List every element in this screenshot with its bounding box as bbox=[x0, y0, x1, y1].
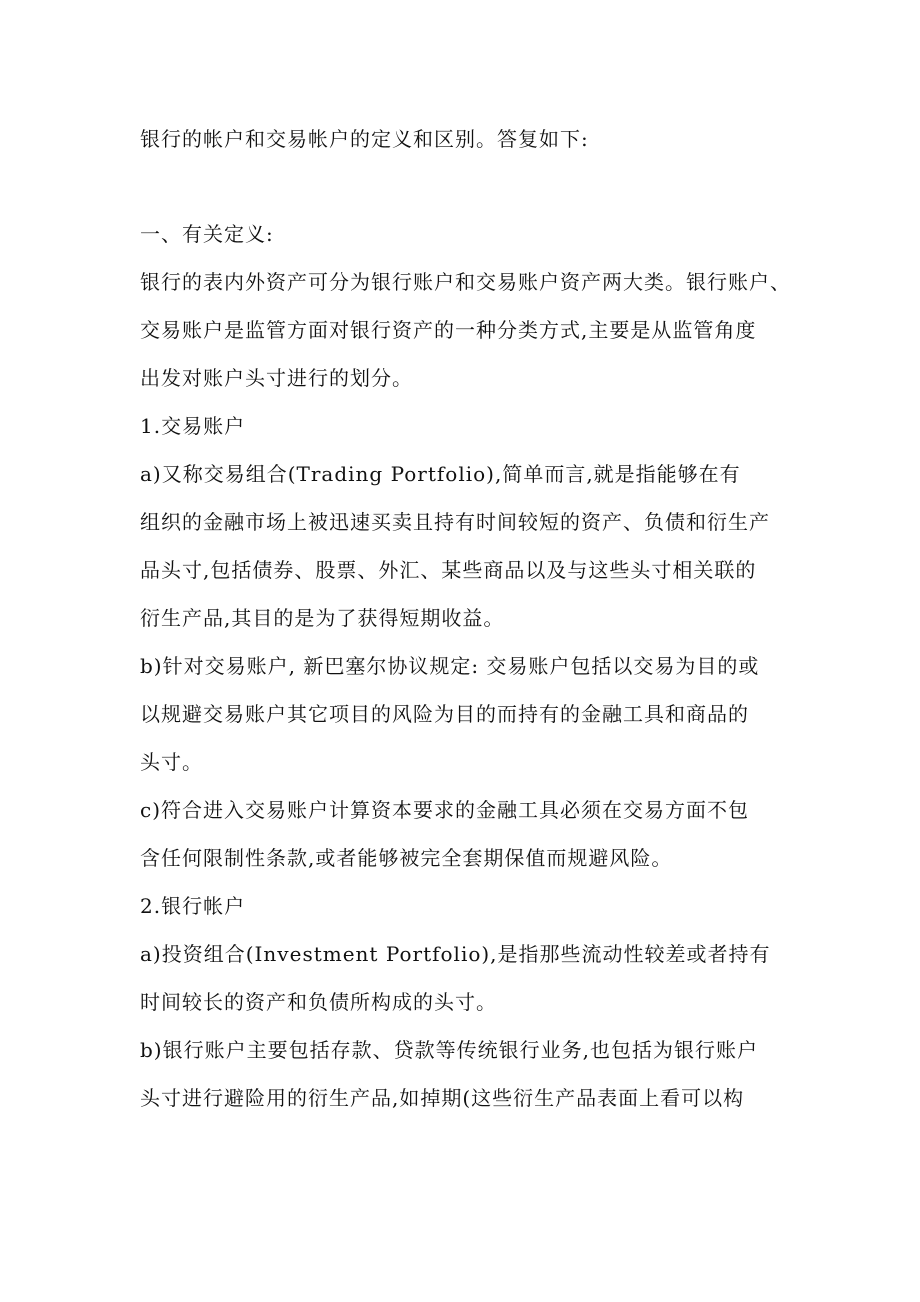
definition-line: 交易账户是监管方面对银行资产的一种分类方式,主要是从监管角度 bbox=[140, 318, 757, 342]
trading-a-line: 品头寸,包括债券、股票、外汇、某些商品以及与这些头寸相关联的 bbox=[140, 558, 757, 582]
trading-b-line: 头寸。 bbox=[140, 750, 203, 774]
trading-a-line: 衍生产品,其目的是为了获得短期收益。 bbox=[140, 606, 505, 630]
trading-account-heading: 1.交易账户 bbox=[140, 414, 246, 438]
trading-a-line: a)又称交易组合(Trading Portfolio),简单而言,就是指能够在有 bbox=[140, 462, 741, 486]
trading-b-line: 以规避交易账户其它项目的风险为目的而持有的金融工具和商品的 bbox=[140, 702, 749, 726]
definition-line: 银行的表内外资产可分为银行账户和交易账户资产两大类。银行账户、 bbox=[140, 270, 791, 294]
bank-a-line: a)投资组合(Investment Portfolio),是指那些流动性较差或者持有 bbox=[140, 942, 771, 966]
trading-c-line: c)符合进入交易账户计算资本要求的金融工具必须在交易方面不包 bbox=[140, 798, 750, 822]
trading-b-line: b)针对交易账户, 新巴塞尔协议规定: 交易账户包括以交易为目的或 bbox=[140, 654, 760, 678]
bank-account-heading: 2.银行帐户 bbox=[140, 894, 246, 918]
bank-b-line: b)银行账户主要包括存款、贷款等传统银行业务,也包括为银行账户 bbox=[140, 1038, 758, 1062]
bank-a-line: 时间较长的资产和负债所构成的头寸。 bbox=[140, 990, 497, 1014]
section-heading-definitions: 一、有关定义: bbox=[140, 222, 274, 246]
trading-c-line: 含任何限制性条款,或者能够被完全套期保值而规避风险。 bbox=[140, 846, 673, 870]
definition-line: 出发对账户头寸进行的划分。 bbox=[140, 366, 413, 390]
intro-text: 银行的帐户和交易帐户的定义和区别。答复如下: bbox=[140, 127, 589, 151]
bank-b-line: 头寸进行避险用的衍生产品,如掉期(这些衍生产品表面上看可以构 bbox=[140, 1086, 745, 1110]
trading-a-line: 组织的金融市场上被迅速买卖且持有时间较短的资产、负债和衍生产 bbox=[140, 510, 770, 534]
